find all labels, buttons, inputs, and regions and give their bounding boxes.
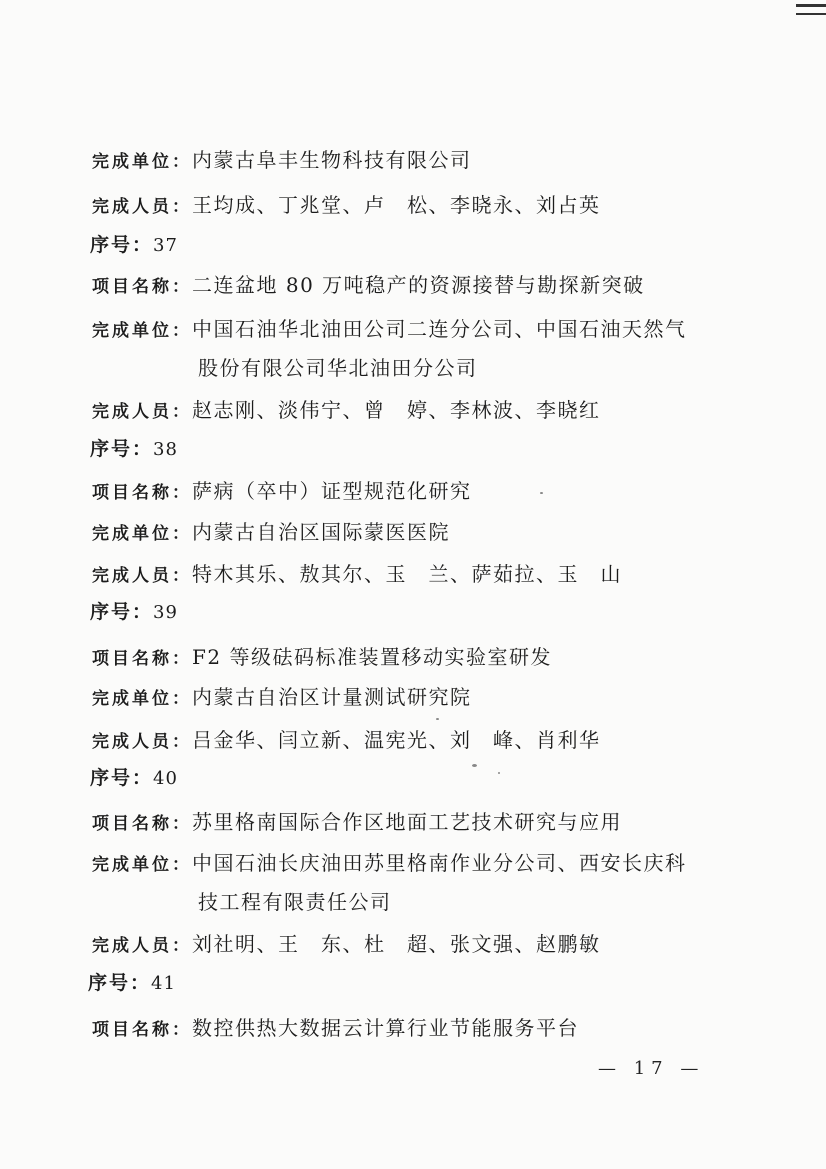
field-label: 序号：: [90, 438, 154, 460]
field-label: 完成人员：: [92, 732, 192, 752]
completion-personnel-line: [92, 559, 622, 589]
project-name-line: [92, 807, 622, 837]
page-number: — 17 —: [598, 1058, 705, 1079]
field-value: 苏里格南国际合作区地面工艺技术研究与应用: [192, 810, 622, 834]
completion-unit-continuation: [198, 353, 478, 383]
completion-unit-line: [92, 517, 450, 547]
completion-personnel-line: [92, 725, 601, 755]
field-value: 王均成、丁兆堂、卢 松、李晓永、刘占英: [192, 193, 601, 217]
completion-personnel-line: [92, 395, 601, 425]
field-value: 萨病（卒中）证型规范化研究: [192, 479, 472, 503]
field-label: 完成人员：: [92, 402, 192, 422]
field-value: 数控供热大数据云计算行业节能服务平台: [192, 1016, 579, 1040]
field-label: 项目名称：: [92, 1020, 192, 1040]
sequence-number: 40: [153, 768, 178, 789]
sequence-line: [88, 967, 176, 997]
field-label: 完成单位：: [92, 152, 192, 172]
field-label: 序号：: [88, 972, 152, 994]
field-label: 项目名称：: [92, 277, 192, 297]
field-label: 完成人员：: [92, 197, 192, 217]
sequence-number: 37: [153, 235, 178, 256]
field-label: 序号：: [90, 234, 154, 256]
field-label: 完成人员：: [92, 936, 192, 956]
field-label: 序号：: [90, 601, 154, 623]
field-label: 完成单位：: [92, 321, 192, 341]
completion-unit-line: [92, 682, 472, 712]
sequence-line: [90, 596, 178, 626]
field-value: 刘社明、王 东、杜 超、张文强、赵鹏敏: [192, 932, 601, 956]
field-label: 项目名称：: [92, 814, 192, 834]
sequence-line: [90, 229, 178, 259]
sequence-number: 38: [153, 439, 178, 460]
project-name-line: [92, 270, 645, 300]
project-name-line: [92, 476, 472, 506]
field-value: 内蒙古阜丰生物科技有限公司: [192, 148, 472, 172]
sequence-line: [90, 433, 178, 463]
completion-unit-continuation: [198, 887, 392, 917]
scan-speck: [472, 764, 477, 767]
completion-personnel-line: [92, 190, 601, 220]
field-label: 完成人员：: [92, 566, 192, 586]
field-label: 序号：: [90, 767, 154, 789]
field-label: 完成单位：: [92, 524, 192, 544]
field-value: F2 等级砝码标准装置移动实验室研发: [192, 645, 552, 669]
scan-speck: [436, 718, 439, 720]
field-label: 项目名称：: [92, 649, 192, 669]
completion-unit-line: [92, 848, 687, 878]
field-value: 特木其乐、敖其尔、玉 兰、萨茹拉、玉 山: [192, 562, 622, 586]
field-value: 吕金华、闫立新、温宪光、刘 峰、肖利华: [192, 728, 601, 752]
scan-speck: [540, 492, 543, 494]
field-value: 二连盆地 80 万吨稳产的资源接替与勘探新突破: [192, 273, 645, 297]
completion-unit-line: [92, 145, 472, 175]
field-label: 完成单位：: [92, 689, 192, 709]
sequence-number: 39: [153, 602, 178, 623]
project-name-line: [92, 1013, 579, 1043]
field-label: 完成单位：: [92, 855, 192, 875]
field-value: 技工程有限责任公司: [198, 890, 392, 914]
sequence-line: [90, 762, 178, 792]
field-value: 赵志刚、淡伟宁、曾 婷、李林波、李晓红: [192, 398, 601, 422]
field-label: 项目名称：: [92, 483, 192, 503]
completion-unit-line: [92, 314, 687, 344]
field-value: 股份有限公司华北油田分公司: [198, 356, 478, 380]
completion-personnel-line: [92, 929, 601, 959]
field-value: 内蒙古自治区计量测试研究院: [192, 685, 472, 709]
project-name-line: [92, 642, 552, 672]
sequence-number: 41: [151, 973, 176, 994]
field-value: 中国石油长庆油田苏里格南作业分公司、西安长庆科: [192, 851, 687, 875]
field-value: 内蒙古自治区国际蒙医医院: [192, 520, 450, 544]
scan-speck: [498, 772, 500, 774]
field-value: 中国石油华北油田公司二连分公司、中国石油天然气: [192, 317, 687, 341]
page-corner-mark: [796, 4, 826, 15]
